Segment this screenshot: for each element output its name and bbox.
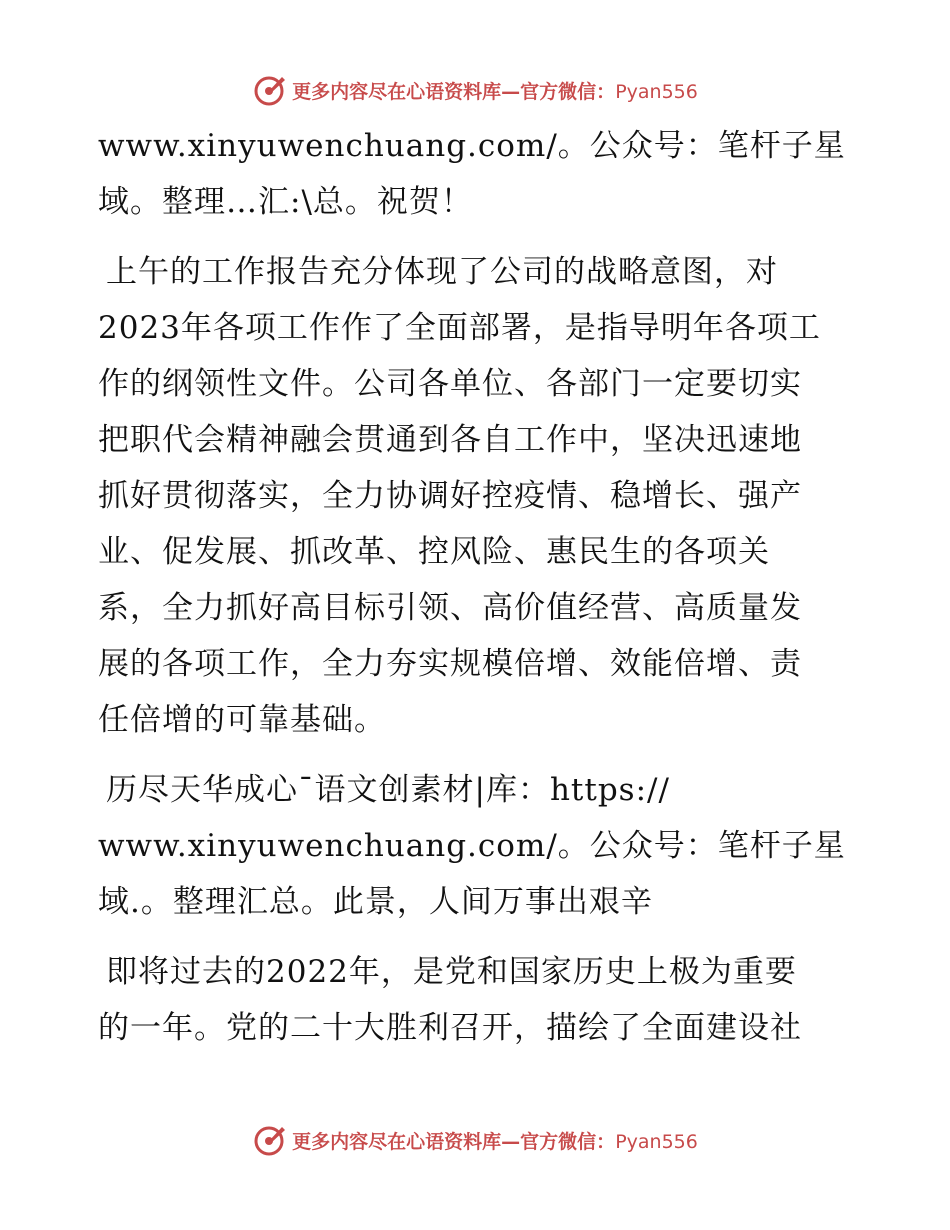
text-line: www.xinyuwenchuang.com/。公众号：笔杆子星 — [98, 828, 846, 864]
text-line: 即将过去的2022年，是党和国家历史上极为重要 — [106, 954, 797, 990]
document-body — [98, 118, 858, 1070]
text-line: 抓好贯彻落实，全力协调好控疫情、稳增长、强产 — [98, 478, 802, 514]
text-line: 2023年各项工作作了全面部署，是指导明年各项工 — [98, 310, 821, 346]
pen-nib-circle-logo-icon — [252, 1123, 286, 1157]
text-line: 把职代会精神融会贯通到各自工作中，坚决迅速地 — [98, 422, 802, 458]
text-line: 上午的工作报告充分体现了公司的战略意图，对 — [106, 254, 778, 290]
wechat-account: Pyan556 — [615, 80, 698, 103]
paragraph-4 — [98, 944, 858, 1056]
text-line: 域。整理…汇:\总。祝贺！ — [98, 184, 473, 220]
banner-text: 更多内容尽在心语资料库—官方微信：Pyan556 — [292, 80, 698, 103]
text-line: 任倍增的可靠基础。 — [98, 702, 386, 738]
text-line: 展的各项工作，全力夯实规模倍增、效能倍增、责 — [98, 646, 802, 682]
paragraph-3 — [98, 762, 858, 930]
text-line: 域.。整理汇总。此景，人间万事出艰辛 — [98, 884, 653, 920]
paragraph-2 — [98, 244, 858, 748]
text-line: 历尽天华成心¯语文创素材|库：https:// — [106, 772, 670, 808]
text-line: 作的纲领性文件。公司各单位、各部门一定要切实 — [98, 366, 802, 402]
header-watermark-banner — [0, 70, 950, 110]
footer-watermark-banner — [0, 1120, 950, 1160]
text-line: 业、促发展、抓改革、控风险、惠民生的各项关 — [98, 534, 770, 570]
banner-text: 更多内容尽在心语资料库—官方微信：Pyan556 — [292, 1130, 698, 1153]
text-line: 的一年。党的二十大胜利召开，描绘了全面建设社 — [98, 1010, 802, 1046]
text-line: www.xinyuwenchuang.com/。公众号：笔杆子星 — [98, 128, 846, 164]
text-line: 系，全力抓好高目标引领、高价值经营、高质量发 — [98, 590, 802, 626]
pen-nib-circle-logo-icon — [252, 73, 286, 107]
wechat-account: Pyan556 — [615, 1130, 698, 1153]
paragraph-1 — [98, 118, 858, 230]
